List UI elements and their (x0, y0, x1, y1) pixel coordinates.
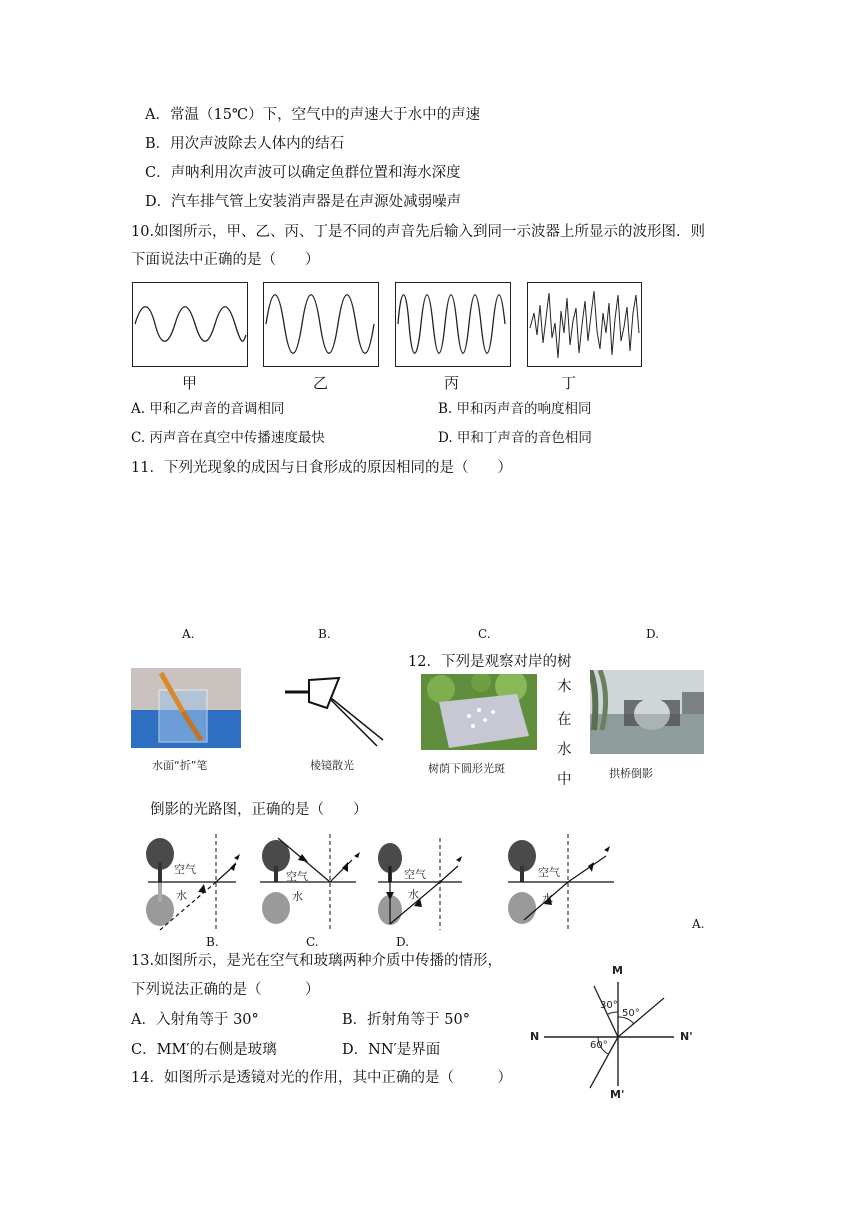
q12-letter-a: A. (692, 917, 705, 931)
q12-letter-c: C. (306, 935, 319, 949)
q13-label-m: M (612, 964, 623, 977)
q12-diagram-a-air: 空气 (174, 863, 196, 876)
q12-diagram-b-water: 水 (292, 890, 303, 903)
q12-vertical-char-4: 中 (557, 772, 572, 788)
q13-option-d: D．NN′是界面 (342, 1042, 441, 1058)
q12-diagram-a-water: 水 (176, 889, 187, 902)
q13-label-n: N (530, 1030, 540, 1043)
q12-letter-d: D. (396, 935, 410, 949)
q9-option-d: D．汽车排气管上安装消声器是在声源处减弱噪声 (145, 194, 462, 210)
q9-option-c: C．声呐利用次声波可以确定鱼群位置和海水深度 (145, 165, 461, 181)
q10-option-c: C. 丙声音在真空中传播速度最快 (131, 430, 325, 446)
q12-diagram-b (256, 832, 366, 932)
q13-refraction-diagram (524, 962, 698, 1102)
q12-diagram-b-air: 空气 (286, 870, 308, 883)
q13-option-a: A．入射角等于 30° (131, 1012, 259, 1028)
q12-vertical-char-3: 水 (557, 742, 572, 758)
waveform-ding (527, 282, 642, 367)
q10-option-b: B. 甲和丙声音的响度相同 (438, 401, 592, 417)
q13-angle-50: 50° (622, 1008, 640, 1019)
q12-diagram-d-water: 水 (542, 892, 553, 905)
q11-letter-b: B. (318, 627, 331, 641)
prism-diagram (283, 664, 391, 750)
waveform-bing (395, 282, 511, 367)
q12-stem-end: 倒影的光路图，正确的是（ ） (150, 802, 368, 818)
q10-stem-line2: 下面说法中正确的是（ ） (131, 252, 320, 268)
caption-prism: 棱镜散光 (310, 759, 354, 772)
q12-diagram-c-water: 水 (408, 888, 419, 901)
q10-option-d: D. 甲和丁声音的音色相同 (438, 430, 592, 446)
q11-stem: 11．下列光现象的成因与日食形成的原因相同的是（ ） (131, 460, 512, 476)
caption-light-spots: 树荫下圆形光斑 (428, 762, 505, 775)
q13-option-c: C．MM′的右侧是玻璃 (131, 1042, 277, 1058)
q12-diagram-d (500, 832, 618, 932)
wave-label-jia: 甲 (182, 374, 198, 392)
waveform-jia (132, 282, 248, 367)
caption-bridge: 拱桥倒影 (609, 767, 653, 780)
photo-pencil-in-water (131, 668, 241, 748)
q12-diagram-c-air: 空气 (404, 868, 426, 881)
q13-stem-line2: 下列说法正确的是（ ） (131, 982, 320, 998)
q12-diagram-c (374, 836, 464, 932)
q10-option-a: A. 甲和乙声音的音调相同 (131, 401, 285, 417)
q12-vertical-char-2: 在 (557, 712, 572, 728)
q11-letter-c: C. (478, 627, 491, 641)
q9-option-b: B．用次声波除去人体内的结石 (145, 136, 345, 152)
q13-angle-60: 60° (590, 1040, 608, 1051)
q13-stem-line1: 13.如图所示，是光在空气和玻璃两种介质中传播的情形， (131, 953, 503, 969)
q12-diagram-d-air: 空气 (538, 866, 560, 879)
q9-option-a: A．常温（15℃）下，空气中的声速大于水中的声速 (145, 107, 481, 123)
q12-stem-start: 12．下列是观察对岸的树 (408, 654, 572, 670)
caption-pencil: 水面“折”笔 (152, 759, 208, 772)
q13-option-b: B．折射角等于 50° (342, 1012, 470, 1028)
q14-stem: 14．如图所示是透镜对光的作用，其中正确的是（ ） (131, 1070, 512, 1086)
q13-label-m-prime: M' (610, 1088, 625, 1101)
q12-diagram-a (140, 832, 240, 932)
q12-letter-b: B. (206, 935, 219, 949)
wave-label-yi: 乙 (313, 374, 329, 392)
q11-letter-a: A. (182, 627, 195, 641)
q11-letter-d: D. (646, 627, 660, 641)
q12-vertical-char-1: 木 (557, 679, 572, 695)
photo-bridge-reflection (590, 670, 704, 754)
q10-stem-line1: 10.如图所示，甲、乙、丙、丁是不同的声音先后输入到同一示波器上所显示的波形图．则 (131, 224, 706, 240)
q13-label-n-prime: N' (680, 1030, 693, 1043)
photo-light-spots (421, 674, 537, 750)
wave-label-ding: 丁 (561, 374, 577, 392)
q13-angle-30: 30° (600, 1000, 618, 1011)
wave-label-bing: 丙 (444, 374, 460, 392)
waveform-yi (263, 282, 379, 367)
